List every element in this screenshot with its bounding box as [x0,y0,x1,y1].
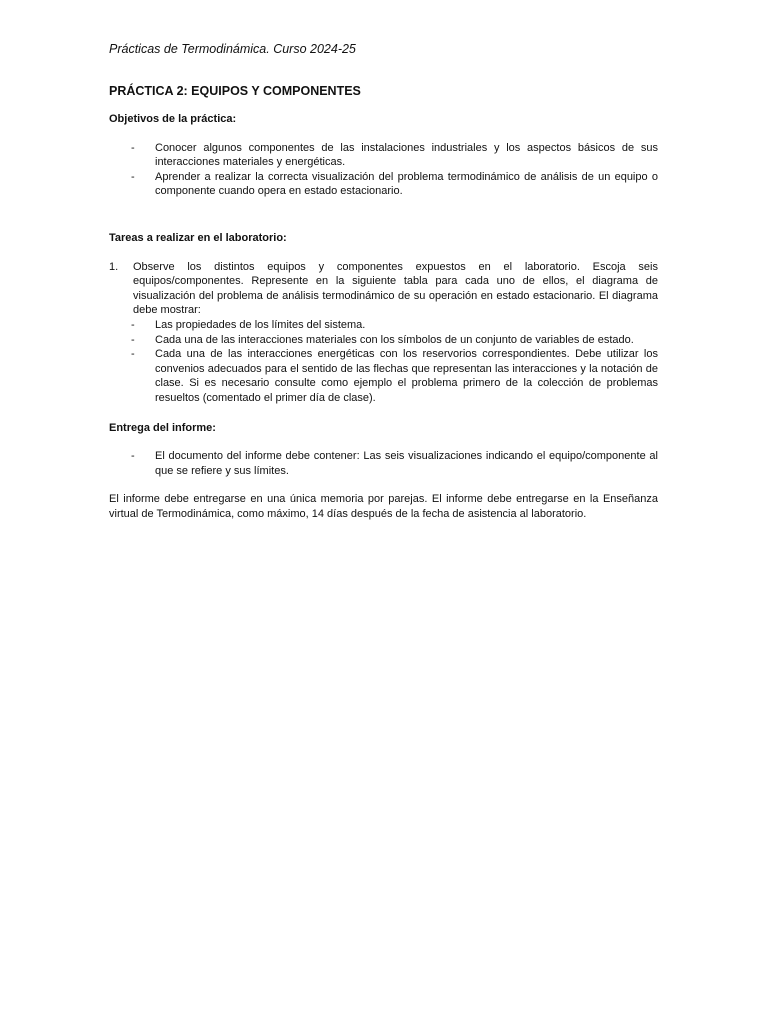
bullet-dash: - [131,141,135,154]
list-item [109,260,658,406]
task-sublist [133,318,658,406]
list-item [109,170,658,199]
list-item [109,449,658,478]
entrega-heading: Entrega del informe: [109,421,216,434]
spacer [109,199,658,231]
tareas-list [109,260,658,406]
document-page [109,40,658,521]
objetivos-list [109,141,658,199]
list-item [133,333,658,348]
objetivos-heading: Objetivos de la práctica: [109,113,237,125]
list-item [133,347,658,405]
objetivo-text: Conocer algunos componentes de las instalaciones industriales y los aspectos básicos de sus interacciones materiales y energéticas. [155,141,658,169]
tareas-heading: Tareas a realizar en el laboratorio: [109,231,287,244]
bullet-dash: - [131,450,135,463]
bullet-dash: - [131,170,135,183]
page-title: PRÁCTICA 2: EQUIPOS Y COMPONENTES [109,84,361,98]
subitem-text: Las propiedades de los límites del sistema. [155,318,366,331]
spacer [109,406,658,421]
objetivo-text: Aprender a realizar la correcta visualización del problema termodinámico de análisis de un equipo o componente cuando opera en estado estacionario. [155,170,658,198]
spacer [109,478,658,492]
bullet-dash: - [131,318,135,331]
entrega-item-text: El documento del informe debe contener: Las seis visualizaciones indicando el equipo/componente al que se refiere y sus límites. [155,450,658,477]
subitem-text: Cada una de las interacciones materiales con los símbolos de un conjunto de variables de estado. [155,333,634,346]
task-text: Observe los distintos equipos y componentes expuestos en el laboratorio. Escoja seis equipos/componentes. Represente en la siguiente tabla para cada uno de ellos, el diagrama de visualización del problema de análisis termodinámico de su operación en estado estacionario. El diagrama debe mostrar: [133,260,658,317]
subitem-text: Cada una de las interacciones energéticas con los reservorios correspondientes. Debe utilizar los convenios adecuados para el sentido de las flechas que representan las interacciones y la notación de clase. Si es necesario consulte como ejemplo el problema primero de la colección de problemas resueltos (comentado el primer día de clase). [155,348,658,404]
entrega-list [109,449,658,478]
entrega-paragraph: El informe debe entregarse en una única memoria por parejas. El informe debe entregarse en la Enseñanza virtual de Termodinámica, como máximo, 14 días después de la fecha de asistencia al laboratorio. [109,493,658,520]
list-item [133,318,658,333]
bullet-dash: - [131,333,135,346]
list-item [109,141,658,170]
task-number: 1. [109,260,119,273]
page-header: Prácticas de Termodinámica. Curso 2024-25 [109,42,356,56]
bullet-dash: - [131,348,135,361]
